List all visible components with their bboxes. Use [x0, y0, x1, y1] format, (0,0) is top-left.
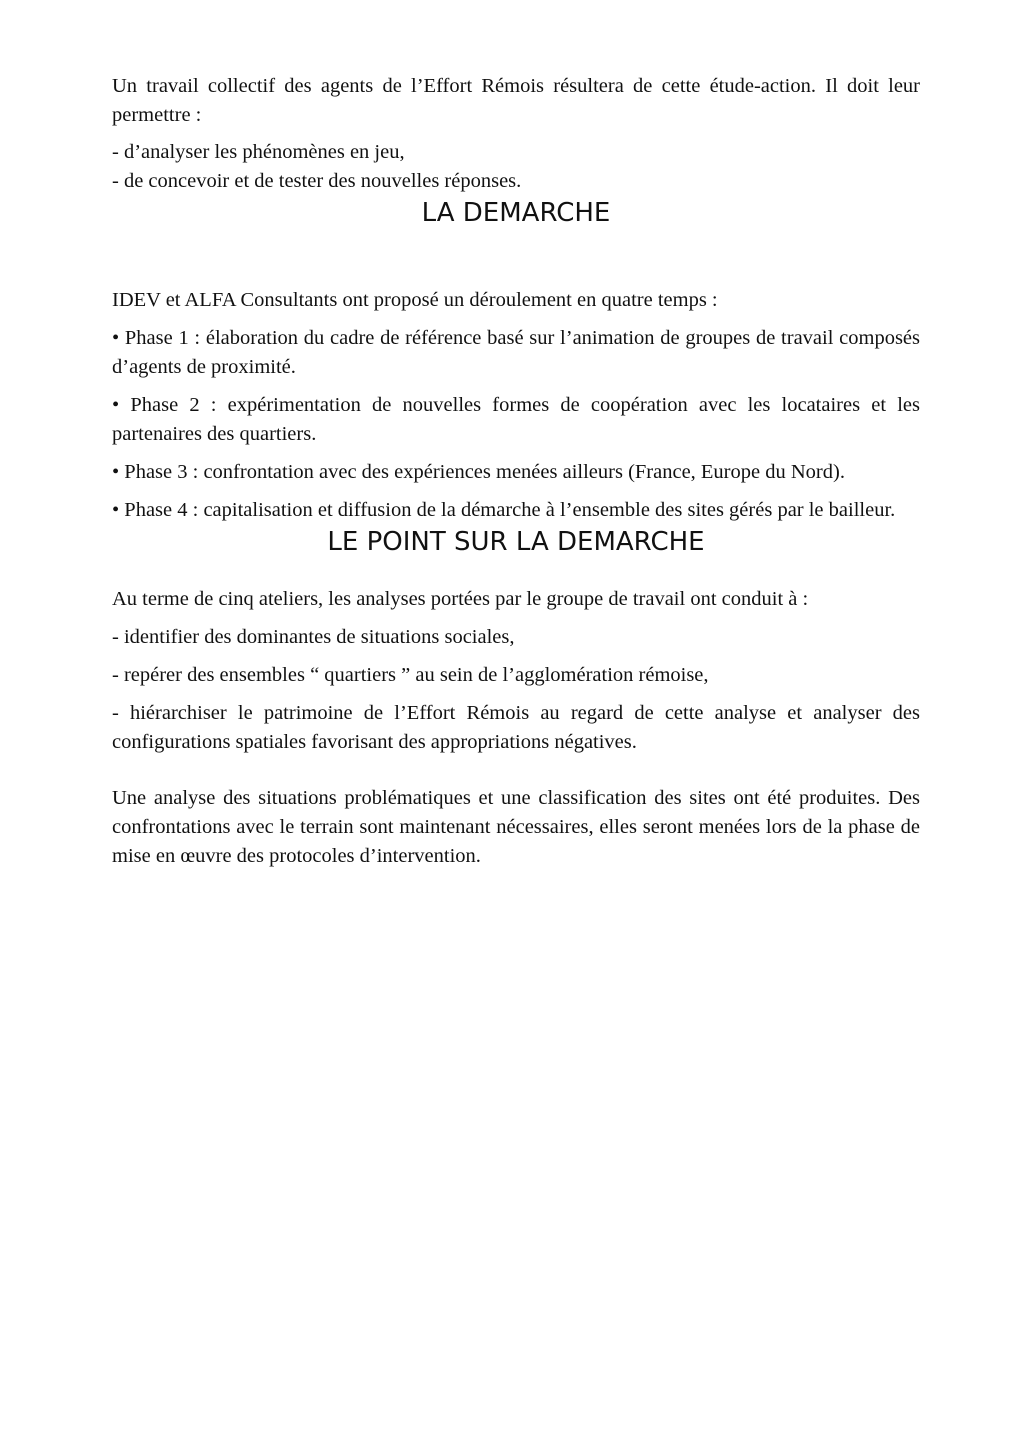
intro-item-analyser: - d’analyser les phénomènes en jeu,	[112, 141, 405, 163]
intro-list	[112, 138, 920, 196]
point-item-reperer: - repérer des ensembles “ quartiers ” au sein de l’agglomération rémoise,	[112, 664, 709, 686]
phase-4: • Phase 4 : capitalisation et diffusion de la démarche à l’ensemble des sites gérés par le bailleur.	[112, 499, 896, 521]
point-item-identifier: - identifier des dominantes de situations sociales,	[112, 626, 515, 648]
intro-paragraph: Un travail collectif des agents de l’Effort Rémois résultera de cette étude-action. Il doit leur permettre :	[112, 75, 920, 126]
demarche-lead: IDEV et ALFA Consultants ont proposé un déroulement en quatre temps :	[112, 289, 718, 311]
heading-le-point-sur-la-demarche: LE POINT SUR LA DEMARCHE	[327, 527, 705, 557]
phase-3: • Phase 3 : confrontation avec des expériences menées ailleurs (France, Europe du Nord).	[112, 461, 845, 483]
phase-1: • Phase 1 : élaboration du cadre de référence basé sur l’animation de groupes de travail composés d’agents de proximité.	[112, 327, 920, 378]
intro-item-concevoir: - de concevoir et de tester des nouvelles réponses.	[112, 170, 522, 192]
conclusion-paragraph: Une analyse des situations problématiques et une classification des sites ont été produites. Des confrontations avec le terrain sont maintenant nécessaires, elles seront menées lors de la phase de mise en œuvre des protocoles d’intervention.	[112, 787, 920, 867]
phase-2: • Phase 2 : expérimentation de nouvelles formes de coopération avec les locataires et les partenaires des quartiers.	[112, 394, 920, 445]
point-lead: Au terme de cinq ateliers, les analyses portées par le groupe de travail ont conduit à :	[112, 588, 809, 610]
document-page	[112, 72, 920, 871]
heading-la-demarche: LA DEMARCHE	[421, 198, 611, 228]
point-item-hierarchiser: - hiérarchiser le patrimoine de l’Effort Rémois au regard de cette analyse et analyser des configurations spatiales favorisant des appropriations négatives.	[112, 702, 920, 753]
